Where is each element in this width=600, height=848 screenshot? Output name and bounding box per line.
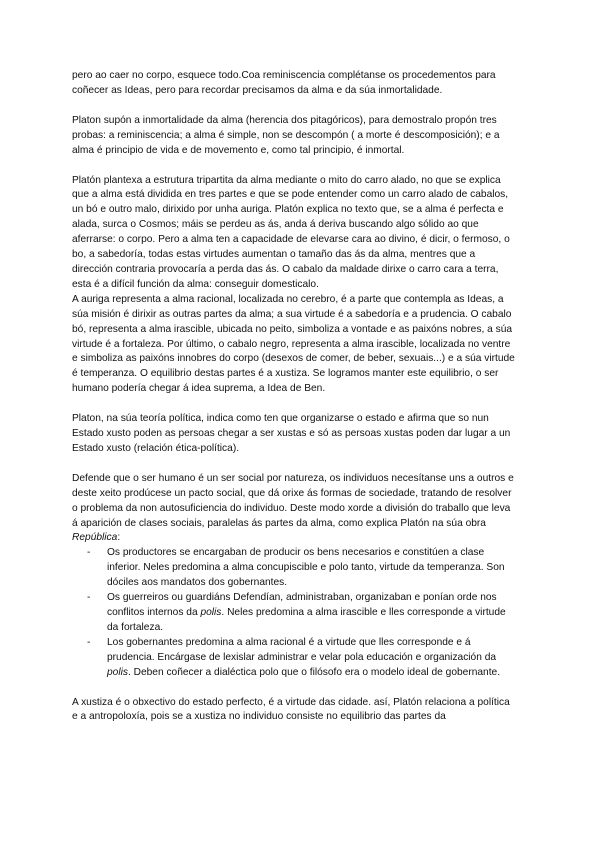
book-title-republica: República xyxy=(72,532,118,544)
list-item-producers: - Os productores se encargaban de producir os bens necesarios e constitúen a clase inferior. Neles predomina a alma concupiscible e polo tanto, virtude da temperanza. Son dóciles aos mandatos dos gobernantes. xyxy=(87,547,505,589)
bullet-dash: - xyxy=(87,592,91,604)
bullet-dash: - xyxy=(87,636,91,648)
paragraph-tripartite-soul: Platón plantexa a estrutura tripartita da alma mediante o mito do carro alado, no que se explica que a alma está dividida en tres partes e que se pode entender como un carro alado de cabalos, un bó e outro malo, dirixido por unha auriga. Platón explica no texto que, se a alma é perfecta e alada, surca o Cosmos; máis se perdeu as ás, anda á deriva buscando algo sólido ao que aferrarse: o corpo. Pero a alma ten a capacidade de elevarse cara ao divino, é dicir, o fermoso, o bo, a sabedoría, todas estas virtudes aumentan o tamaño das ás da alma, mentres que a dirección contraria provocaría a perda das ás. O cabalo da maldade dirixe o carro cara a terra, esta é a difícil función da alma: conseguir domesticalo. xyxy=(72,174,510,290)
list-item-guardians: - Os guerreiros ou guardiáns Defendían, administraban, organizaban e ponían orde nos conflitos internos da polis. Neles predomina a alma irascible e lles corresponde a virtude da fortaleza. xyxy=(87,592,506,633)
bullet-dash: - xyxy=(87,547,91,559)
paragraph-social-nature: Defende que o ser humano é un ser social por natureza, os individuos necesítanse uns a outros e deste xeito prodúcese un pacto social, que dá orixe ás formas de sociedade, tratando de resolver o problema da non autosuficiencia do individuo. Deste modo xorde a división do traballo que leva á aparición de clases sociais, paralelas ás partes da alma, como explica Platón na súa obra República: xyxy=(72,472,514,544)
paragraph-social-nature-text: Defende que o ser humano é un ser social por natureza, os individuos necesítanse uns a outros e deste xeito prodúcese un pacto social, que dá orixe ás formas de sociedade, tratando de resolver o problema da non autosuficiencia do individuo. Deste modo xorde a división do traballo que leva á aparición de clases sociais, paralelas ás partes da alma, como explica Platón na súa obra xyxy=(72,472,514,529)
paragraph-political-theory: Platon, na súa teoría política, indica como ten que organizarse o estado e afirma que so nun Estado xusto poden as persoas chegar a ser xustas e só as persoas xustas poden dar lugar a un Estado xusto (relación ética-política). xyxy=(72,413,511,454)
list-item-rulers: - Los gobernantes predomina a alma racional é a virtude que lles corresponde e á prudencia. Encárgase de lexislar administrar e velar pola educación e organización da polis. Deben coñecer a dialéctica polo que o filósofo era o modelo ideal de gobernante. xyxy=(87,636,501,678)
paragraph-justice: A xustiza é o obxectivo do estado perfecto, é a virtude das cidade. así, Platón relaciona a política e a antropoloxía, pois se a xustiza no individuo consiste no equilibrio das partes da xyxy=(72,696,510,723)
social-classes-list xyxy=(72,546,518,680)
paragraph-soul-parts: A auriga representa a alma racional, localizada no cerebro, é a parte que contempla as Ideas, a súa misión é dirixir as outras partes da alma; a sua virtude é a sabedoría e a prudencia. O cabalo bó, representa a alma irascible, ubicada no peito, simboliza a vontade e as paixóns nobres, a súa virtude é a fortaleza. Por último, o cabalo negro, representa a alma irascible, localizada no ventre e simboliza as paixóns innobres do corpo (desexos de comer, de beber, sexuais...) e a súa virtude é temperanza. O equilibrio destas partes é a xustiza. Se logramos manter este equilibrio, o ser humano podería chegar á idea suprema, a Idea de Ben. xyxy=(72,293,515,395)
paragraph-immortality: Platon supón a inmortalidade da alma (herencia dos pitagóricos), para demostralo propón tres probas: a reminiscencia; a alma é simple, non se descompón ( a morte é descomposición); e a alma é principio de vida e de movemento e, como tal principio, é inmortal. xyxy=(72,114,500,156)
paragraph-reminiscence: pero ao caer no corpo, esquece todo.Coa reminiscencia complétanse os procedementos para coñecer as Ideas, pero para recordar precisamos da alma e da súa inmortalidade. xyxy=(72,70,496,96)
